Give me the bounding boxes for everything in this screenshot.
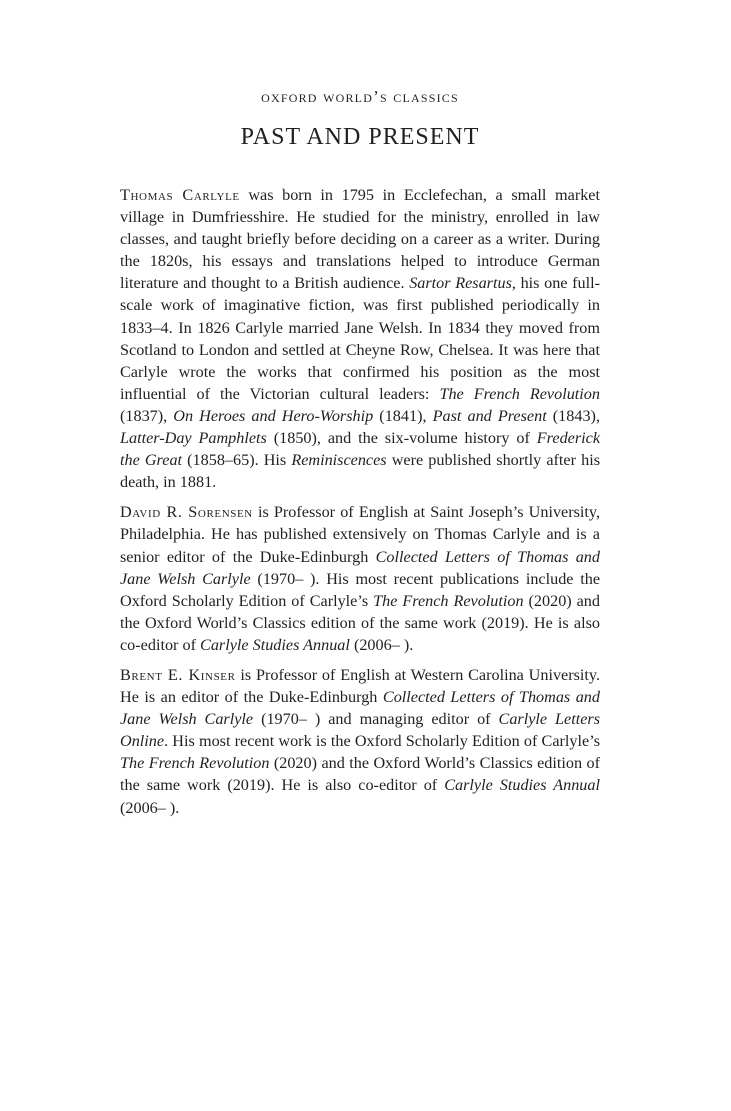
bio-name: Brent E. Kinser	[120, 665, 236, 684]
bio-text: (1837),	[120, 406, 174, 425]
bio-paragraph	[120, 184, 600, 493]
bio-text: (2020) and the Oxford World’s Classics edition of the same work (2019). He is also co-editor of	[120, 591, 600, 654]
bio-text: were published shortly after his death, in 1881.	[120, 451, 600, 492]
bio-text: was born in 1795 in Ecclefechan, a small market village in Dumfriesshire. He studied for the ministry, enrolled in law classes, and taught briefly before deciding on a career as a writer. During the 1820s, his essays and translations helped to introduce German literature and thought to a British audience.	[120, 186, 600, 293]
bio-name: David R. Sorensen	[120, 503, 253, 522]
work-title: Reminiscences	[291, 451, 387, 470]
work-title: Frederick the Great	[120, 429, 601, 470]
bio-text: (1970– ). His most recent publications include the Oxford Scholarly Edition of Carlyle’s	[120, 569, 601, 610]
work-title: Latter-Day Pamphlets	[120, 429, 267, 448]
bio-text: (2020) and the Oxford World’s Classics edition of the same work (2019). He is also co-editor of	[120, 754, 600, 795]
series-heading: oxford world’s classics	[261, 87, 459, 106]
work-title: Carlyle Letters Online	[120, 710, 600, 751]
bio-text: (1970– ) and managing editor of	[253, 710, 499, 729]
bio-text: is Professor of English at Western Carolina University. He is an editor of the Duke-Edinburgh	[120, 665, 600, 707]
bio-paragraph	[120, 501, 600, 656]
bio-text: (1843),	[546, 406, 600, 425]
work-title: The French Revolution	[439, 384, 600, 403]
work-title: The French Revolution	[120, 754, 270, 773]
bio-text: (1850), and the six-volume history of	[266, 429, 537, 448]
bio-text: (1858–65). His	[182, 451, 292, 470]
work-title: Sartor Resartus	[409, 274, 512, 293]
work-title: On Heroes and Hero-Worship	[173, 406, 374, 425]
work-title: Collected Letters of Thomas and Jane Welsh Carlyle	[120, 547, 600, 588]
bio-text: . His most recent work is the Oxford Scholarly Edition of Carlyle’s	[164, 732, 600, 751]
work-title: Carlyle Studies Annual	[444, 776, 600, 795]
book-title: PAST AND PRESENT	[240, 124, 480, 150]
bio-text: is Professor of English at Saint Joseph’s University, Philadelphia. He has published extensively on Thomas Carlyle and is a senior editor of the Duke-Edinburgh	[120, 503, 600, 566]
work-title: Past and Present	[432, 406, 547, 425]
bio-text: (2006– ).	[349, 635, 414, 654]
author-biographies	[120, 184, 600, 827]
work-title: Collected Letters of Thomas and Jane Welsh Carlyle	[120, 688, 600, 729]
bio-name: Thomas Carlyle	[120, 186, 240, 204]
bio-text: (1841),	[373, 406, 433, 425]
bio-text: , his one full-scale work of imaginative fiction, was first published periodically in 1833–4. In 1826 Carlyle married Jane Welsh. In 1834 they moved from Scotland to London and settled at Cheyne Row, Chelsea. It was here that Carlyle wrote the works that confirmed his position as the most influential of the Victorian cultural leaders:	[120, 274, 600, 403]
work-title: The French Revolution	[373, 591, 524, 610]
bio-text: (2006– ).	[120, 798, 180, 817]
bio-paragraph	[120, 664, 600, 819]
work-title: Carlyle Studies Annual	[200, 635, 350, 654]
